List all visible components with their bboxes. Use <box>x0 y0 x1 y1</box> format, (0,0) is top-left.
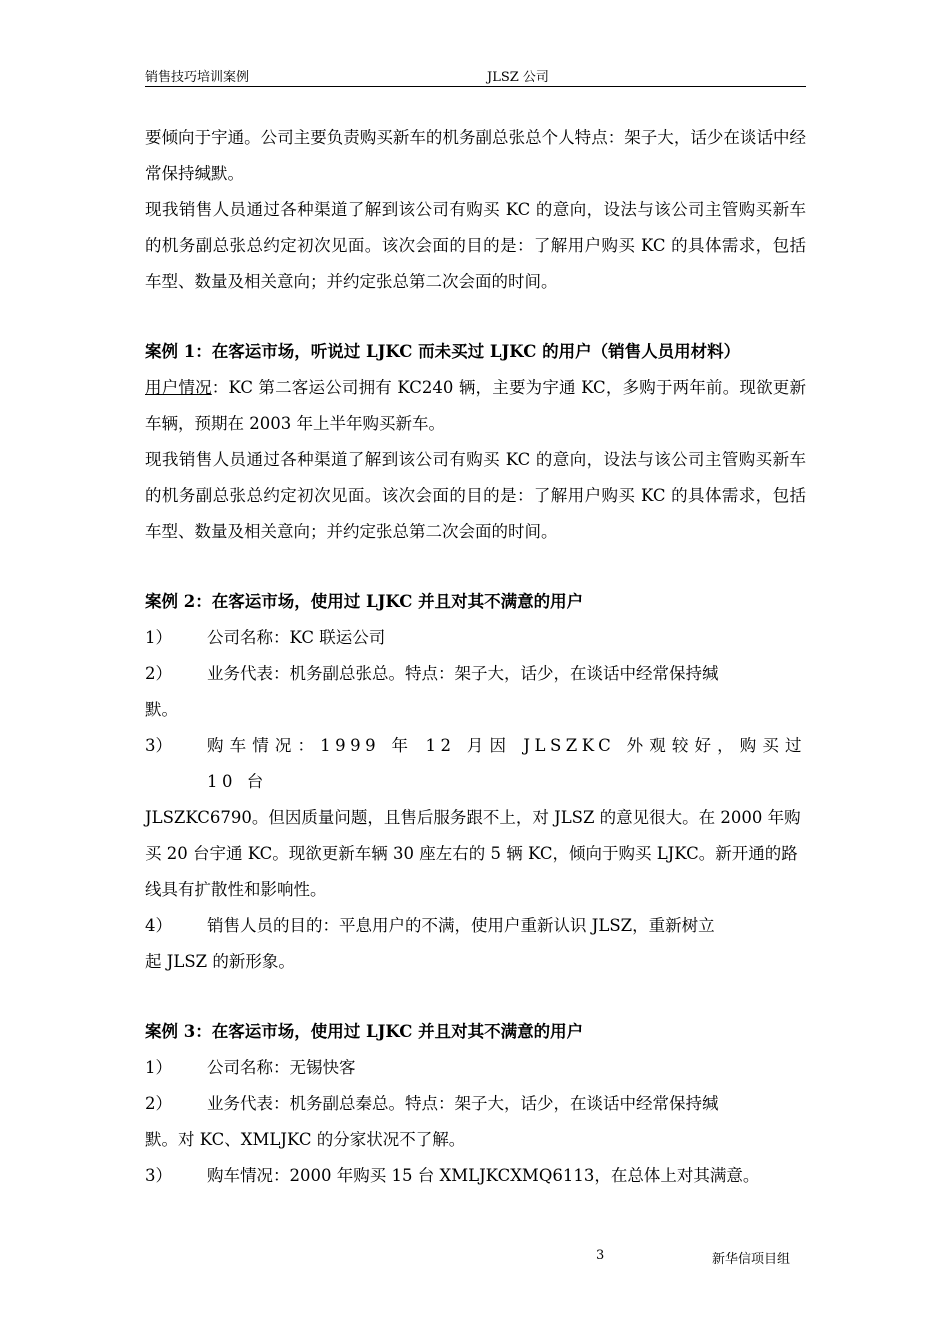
page-header <box>145 66 806 87</box>
item-number: 3） <box>145 736 172 755</box>
item-text: 购车情况：2000 年购买 15 台 XMLJKCXMQ6113，在总体上对其满意。 <box>207 1166 760 1185</box>
item-continuation: 默。对 KC、XMLJKC 的分家状况不了解。 <box>145 1130 466 1149</box>
item-number: 2） <box>145 1094 172 1113</box>
case1-situation <box>145 370 806 442</box>
item-text: 购车情况：1999 年 12 月因 JLSZKC 外观较好，购买过 10 台 <box>207 736 806 791</box>
header-left: 销售技巧培训案例 <box>145 70 250 85</box>
case3-item-1 <box>145 1050 806 1086</box>
case1-situation-text: ：KC 第二客运公司拥有 KC240 辆，主要为宇通 KC，多购于两年前。现欲更新车辆，预期在 2003 年上半年购买新车。 <box>145 378 807 433</box>
case3-item-2 <box>145 1086 806 1122</box>
page-number: 3 <box>596 1248 605 1263</box>
item-text: 销售人员的目的：平息用户的不满，使用户重新认识 JLSZ，重新树立 <box>207 916 715 935</box>
item-text: 公司名称：无锡快客 <box>207 1058 356 1077</box>
case2-item-1 <box>145 620 806 656</box>
footer-organization: 新华信项目组 <box>712 1252 791 1267</box>
intro-paragraph-2: 现我销售人员通过各种渠道了解到该公司有购买 KC 的意向，设法与该公司主管购买新车的机务副总张总约定初次见面。该次会面的目的是：了解用户购买 KC 的具体需求，包括车型、数量及相关意向；并约定张总第二次会面的时间。 <box>145 200 806 291</box>
case3-title: 案例 3：在客运市场，使用过 LJKC 并且对其不满意的用户 <box>145 1022 584 1041</box>
item-number: 4） <box>145 916 172 935</box>
item-continuation: JLSZKC6790。但因质量问题，且售后服务跟不上，对 JLSZ 的意见很大。在 2000 年购买 20 台宇通 KC。现欲更新车辆 30 座左右的 5 辆 KC，倾向于购买 LJKC。新开通的路线具有扩散性和影响性。 <box>145 808 801 899</box>
case1-paragraph-2: 现我销售人员通过各种渠道了解到该公司有购买 KC 的意向，设法与该公司主管购买新车的机务副总张总约定初次见面。该次会面的目的是：了解用户购买 KC 的具体需求，包括车型、数量及相关意向；并约定张总第二次会面的时间。 <box>145 450 806 541</box>
item-text: 公司名称：KC 联运公司 <box>207 628 386 647</box>
item-continuation: 默。 <box>145 700 178 719</box>
case1-title: 案例 1：在客运市场，听说过 LJKC 而未买过 LJKC 的用户（销售人员用材料） <box>145 342 741 361</box>
case3-item-3 <box>145 1158 806 1194</box>
case2-item-2 <box>145 656 806 692</box>
document-body <box>145 120 806 1194</box>
case2-item-4 <box>145 908 806 944</box>
item-number: 1） <box>145 628 172 647</box>
item-number: 1） <box>145 1058 172 1077</box>
case1-situation-label: 用户情况 <box>145 378 212 397</box>
item-number: 2） <box>145 664 172 683</box>
case2-title: 案例 2：在客运市场，使用过 LJKC 并且对其不满意的用户 <box>145 592 584 611</box>
item-continuation: 起 JLSZ 的新形象。 <box>145 952 295 971</box>
intro-paragraph-1: 要倾向于宇通。公司主要负责购买新车的机务副总张总个人特点：架子大，话少在谈话中经常保持缄默。 <box>145 128 806 183</box>
item-number: 3） <box>145 1166 172 1185</box>
header-center: JLSZ 公司 <box>487 70 549 85</box>
item-text: 业务代表：机务副总秦总。特点：架子大，话少，在谈话中经常保持缄 <box>207 1094 719 1113</box>
item-text: 业务代表：机务副总张总。特点：架子大，话少，在谈话中经常保持缄 <box>207 664 719 683</box>
case2-item-3 <box>145 728 806 800</box>
